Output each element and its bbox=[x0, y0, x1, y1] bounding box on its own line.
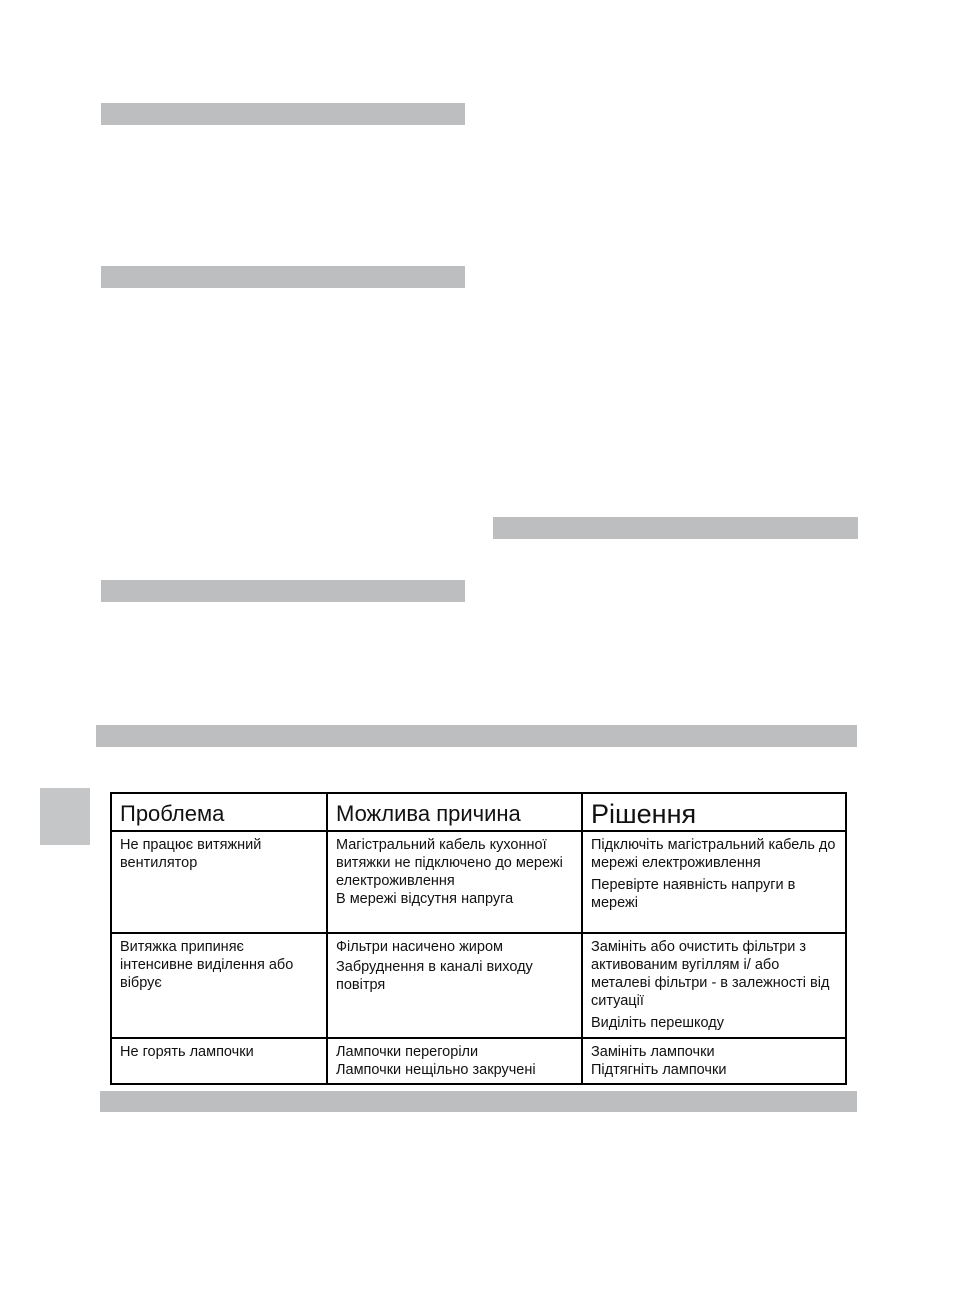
section-bar-1 bbox=[101, 103, 465, 125]
cause-text: Забруднення в каналі виходу повітря bbox=[336, 959, 533, 993]
solution-text: Підтягніть лампочки bbox=[591, 1062, 727, 1078]
section-bar-4 bbox=[101, 580, 465, 602]
header-solution: Рішення bbox=[582, 793, 846, 831]
troubleshooting-table bbox=[110, 792, 847, 1085]
problem-cell bbox=[111, 933, 327, 1038]
problem-text: Витяжка припиняє інтенсивне виділення або вібрує bbox=[120, 939, 294, 991]
solution-cell bbox=[582, 831, 846, 933]
table-row bbox=[111, 933, 846, 1038]
cause-cell bbox=[327, 933, 582, 1038]
section-bar-2 bbox=[101, 266, 465, 288]
table-header-row bbox=[111, 793, 846, 831]
problem-cell bbox=[111, 831, 327, 933]
problem-cell bbox=[111, 1038, 327, 1084]
table-row bbox=[111, 831, 846, 933]
cause-cell bbox=[327, 831, 582, 933]
cause-cell bbox=[327, 1038, 582, 1084]
cause-text: Магістральний кабель кухонної витяжки не підключено до мережі електроживлення bbox=[336, 837, 563, 889]
header-problem: Проблема bbox=[111, 793, 327, 831]
solution-text: Замініть лампочки bbox=[591, 1044, 715, 1060]
section-bar-3 bbox=[493, 517, 858, 539]
solution-text: Замініть або очистить фільтри з активованим вугіллям і/ або металеві фільтри - в залежності від ситуації bbox=[591, 939, 830, 1009]
table-row bbox=[111, 1038, 846, 1084]
header-cause: Можлива причина bbox=[327, 793, 582, 831]
solution-text: Підключіть магістральний кабель до мережі електроживлення bbox=[591, 837, 836, 871]
section-bar-wide bbox=[96, 725, 857, 747]
problem-text: Не працює витяжний вентилятор bbox=[120, 837, 262, 871]
problem-text: Не горять лампочки bbox=[120, 1044, 254, 1060]
language-side-tab bbox=[40, 788, 90, 845]
cause-text: Лампочки нещільно закручені bbox=[336, 1062, 536, 1078]
cause-text: В мережі відсутня напруга bbox=[336, 891, 514, 907]
cause-text: Лампочки перегоріли bbox=[336, 1044, 479, 1060]
cause-text: Фільтри насичено жиром bbox=[336, 939, 503, 955]
solution-text: Перевірте наявність напруги в мережі bbox=[591, 877, 796, 911]
solution-cell bbox=[582, 933, 846, 1038]
section-bar-bottom bbox=[100, 1091, 857, 1112]
solution-text: Виділіть перешкоду bbox=[591, 1015, 724, 1031]
solution-cell bbox=[582, 1038, 846, 1084]
